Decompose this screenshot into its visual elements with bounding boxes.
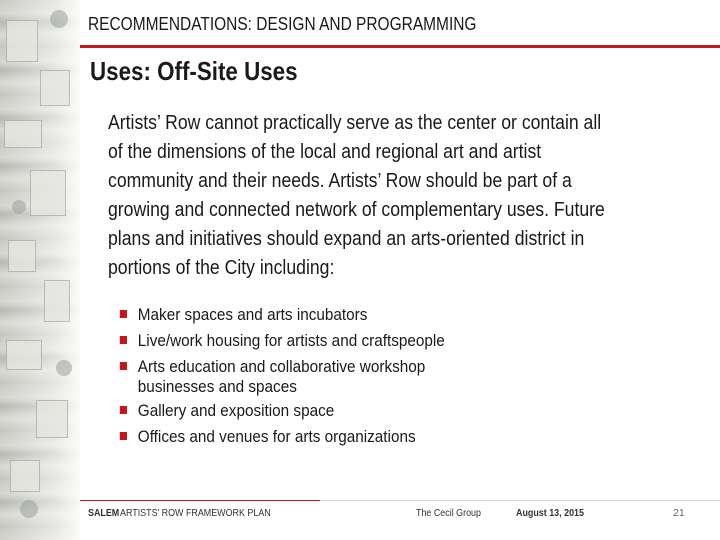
footer-divider-light [320,500,720,501]
paragraph-line: of the dimensions of the local and regional art and artist [108,140,542,163]
footer-firm: The Cecil Group [416,507,481,519]
paragraph-line: plans and initiatives should expand an arts-oriented district in [108,227,585,250]
square-bullet-icon [120,310,127,318]
paragraph-line: community and their needs. Artists’ Row should be part of a [108,169,572,192]
list-item [118,302,550,328]
header-divider [80,45,720,48]
paragraph-line: portions of the City including: [108,256,335,279]
body-paragraph [108,108,693,282]
paragraph-line: Artists’ Row cannot practically serve as the center or contain all [108,111,602,134]
square-bullet-icon [120,406,127,414]
bullet-text: Maker spaces and arts incubators [137,305,368,324]
slide-title: Uses: Off-Site Uses [90,56,298,86]
bullet-text: Gallery and exposition space [137,401,335,420]
bullet-text: Offices and venues for arts organizations [137,427,416,446]
list-item [118,354,550,398]
square-bullet-icon [120,432,127,440]
bullet-text: Arts education and collaborative workshop [137,357,426,376]
aerial-photo-strip [0,0,80,540]
section-header: RECOMMENDATIONS: DESIGN AND PROGRAMMING [88,14,477,34]
footer-date: August 13, 2015 [516,507,584,519]
bullet-text: Live/work housing for artists and craftspeople [137,331,445,350]
list-item [118,398,550,424]
bullet-list [118,302,550,450]
list-item [118,424,550,450]
paragraph-line: growing and connected network of complementary uses. Future [108,198,605,221]
footer-divider [80,500,320,501]
footer-plan-name: ARTISTS’ ROW FRAMEWORK PLAN [120,507,271,519]
bullet-text-continued: businesses and spaces [137,377,297,396]
square-bullet-icon [120,362,127,370]
square-bullet-icon [120,336,127,344]
list-item [118,328,550,354]
footer-city: SALEM [88,507,120,519]
page-number: 21 [673,507,685,519]
